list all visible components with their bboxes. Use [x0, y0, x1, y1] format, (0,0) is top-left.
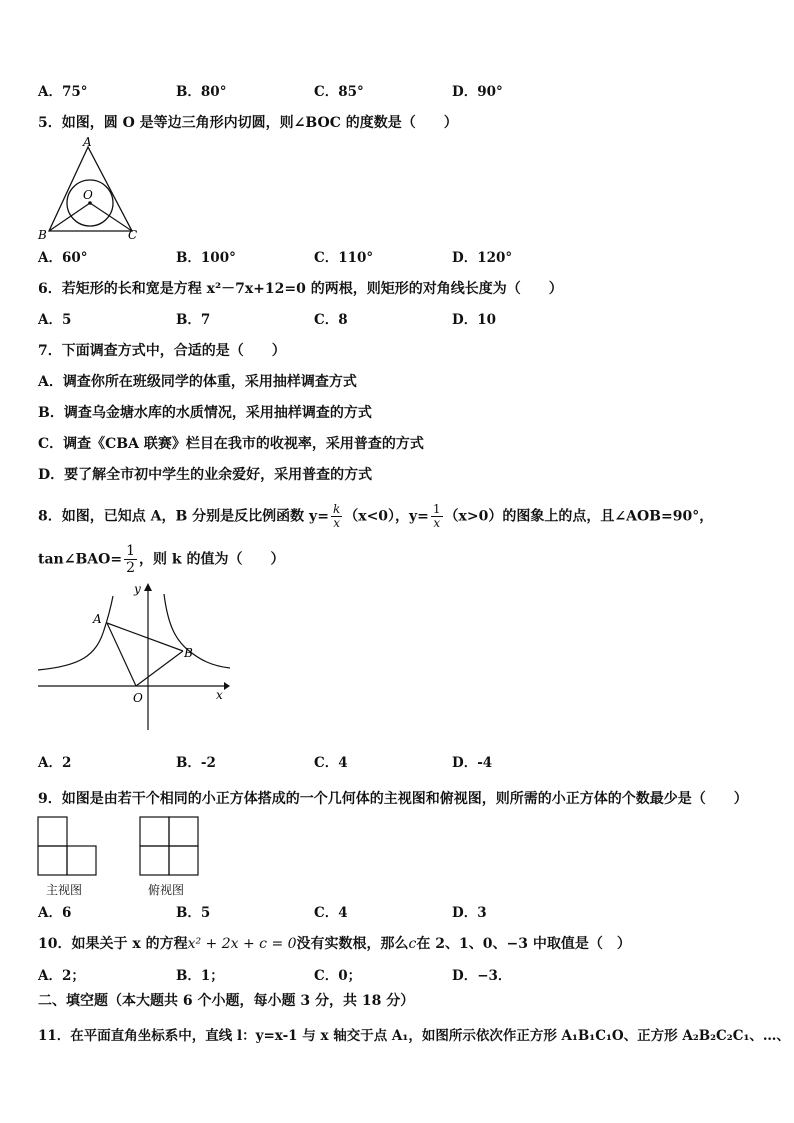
q8-option-c: C．4	[314, 755, 348, 771]
q11-stem: 11．在平面直角坐标系中，直线 l：y=x-1 与 x 轴交于点 A₁，如图所示依次作正方形 A₁B₁C₁O、正方形 A₂B₂C₂C₁、…、	[38, 1028, 790, 1044]
q6-option-d: D．10	[452, 312, 496, 328]
q10-text-2: 没有实数根，那么	[296, 936, 409, 952]
q8-label-a: A	[93, 612, 102, 626]
q9-top-view	[138, 814, 202, 878]
q7-option-c: C．调查《CBA 联赛》栏目在我市的收视率，采用普查的方式	[38, 436, 424, 452]
q8-fraction-1-over-2: $\frac{1}{2}$	[126, 543, 135, 576]
q10-option-d: D．−3．	[452, 968, 512, 984]
q7-option-b: B．调查乌金塘水库的水质情况，采用抽样调查的方式	[38, 405, 372, 421]
q8-option-a: A．2	[38, 755, 72, 771]
q5-option-a: A．60°	[38, 250, 88, 266]
q10-option-b: B．1；	[176, 968, 224, 984]
q8-x-arrow	[224, 682, 230, 690]
q8-left-curve	[38, 596, 113, 670]
q8-fraction-1-over-x: $\frac{1}{x}$	[432, 502, 441, 530]
q8-label-y: y	[134, 582, 141, 596]
q6-stem: 6．若矩形的长和宽是方程 x²－7x+12=0 的两根，则矩形的对角线长度为（ ）	[38, 281, 563, 297]
q10-text-3: 在 2、1、0、−3 中取值是（ ）	[416, 936, 631, 952]
q7-option-a: A．调查你所在班级同学的体重，采用抽样调查方式	[38, 374, 357, 390]
q10-stem	[38, 935, 631, 953]
q9-option-b: B．5	[176, 905, 211, 921]
q5-option-c: C．110°	[314, 250, 374, 266]
q10-variable-c: c	[408, 936, 417, 952]
q4-option-c: C．85°	[314, 84, 364, 100]
q10-option-c: C．0；	[314, 968, 362, 984]
q8-figure	[36, 578, 230, 734]
q4-option-b: B．80°	[176, 84, 227, 100]
q8-label-b: B	[184, 646, 193, 660]
q8-option-d: D．-4	[452, 755, 493, 771]
q5-option-b: B．100°	[176, 250, 236, 266]
q9-stem: 9．如图是由若干个相同的小正方体搭成的一个几何体的主视图和俯视图，则所需的小正方体的个数最少是（ ）	[38, 791, 748, 807]
q5-label-b: B	[38, 228, 47, 242]
q4-option-d: D．90°	[452, 84, 503, 100]
q8-text-5: ，则 k 的值为（ ）	[139, 551, 285, 568]
q8-right-curve	[164, 594, 230, 668]
q9-front-view	[36, 814, 100, 878]
q8-text-2: （x<0），y=	[344, 508, 429, 525]
q7-stem: 7．下面调查方式中，合适的是（ ）	[38, 343, 286, 359]
q5-stem: 5．如图，圆 O 是等边三角形内切圆，则∠BOC 的度数是（ ）	[38, 115, 458, 131]
q5-figure	[36, 135, 142, 243]
q9-option-d: D．3	[452, 905, 487, 921]
q8-text-3: （x>0）的图象上的点，且∠AOB=90°，	[444, 508, 714, 525]
q6-option-a: A．5	[38, 312, 72, 328]
q8-stem-line2	[38, 543, 284, 576]
q10-text-1: 10．如果关于 x 的方程	[38, 936, 188, 952]
section-2-heading: 二、填空题（本大题共 6 个小题，每小题 3 分，共 18 分）	[38, 993, 415, 1009]
q8-label-x: x	[216, 688, 223, 702]
q8-fraction-k-over-x: $\frac{k}{x}$	[332, 502, 341, 530]
q9-caption-top: 俯视图	[148, 883, 185, 897]
q8-text-1: 8．如图，已知点 A，B 分别是反比例函数 y=	[38, 508, 329, 525]
q6-option-c: C．8	[314, 312, 348, 328]
q8-label-o: O	[133, 691, 143, 705]
q9-caption-front: 主视图	[46, 883, 83, 897]
q4-option-a: A．75°	[38, 84, 88, 100]
q6-option-b: B．7	[176, 312, 211, 328]
q10-option-a: A．2；	[38, 968, 85, 984]
q5-label-o: O	[83, 188, 93, 202]
q9-option-c: C．4	[314, 905, 348, 921]
q8-stem-line1	[38, 503, 713, 530]
q10-equation: x² + 2x + c = 0	[187, 936, 297, 952]
q8-option-b: B．-2	[176, 755, 216, 771]
q5-option-d: D．120°	[452, 250, 513, 266]
q8-segment-ob	[136, 651, 183, 686]
q5-segment-co	[90, 203, 132, 231]
q9-option-a: A．6	[38, 905, 72, 921]
q5-label-c: C	[128, 228, 138, 242]
q5-label-a: A	[83, 135, 92, 149]
q7-option-d: D．要了解全市初中学生的业余爱好，采用普查的方式	[38, 467, 373, 483]
q8-text-4: tan∠BAO=	[38, 551, 123, 568]
q8-y-arrow	[144, 583, 152, 591]
